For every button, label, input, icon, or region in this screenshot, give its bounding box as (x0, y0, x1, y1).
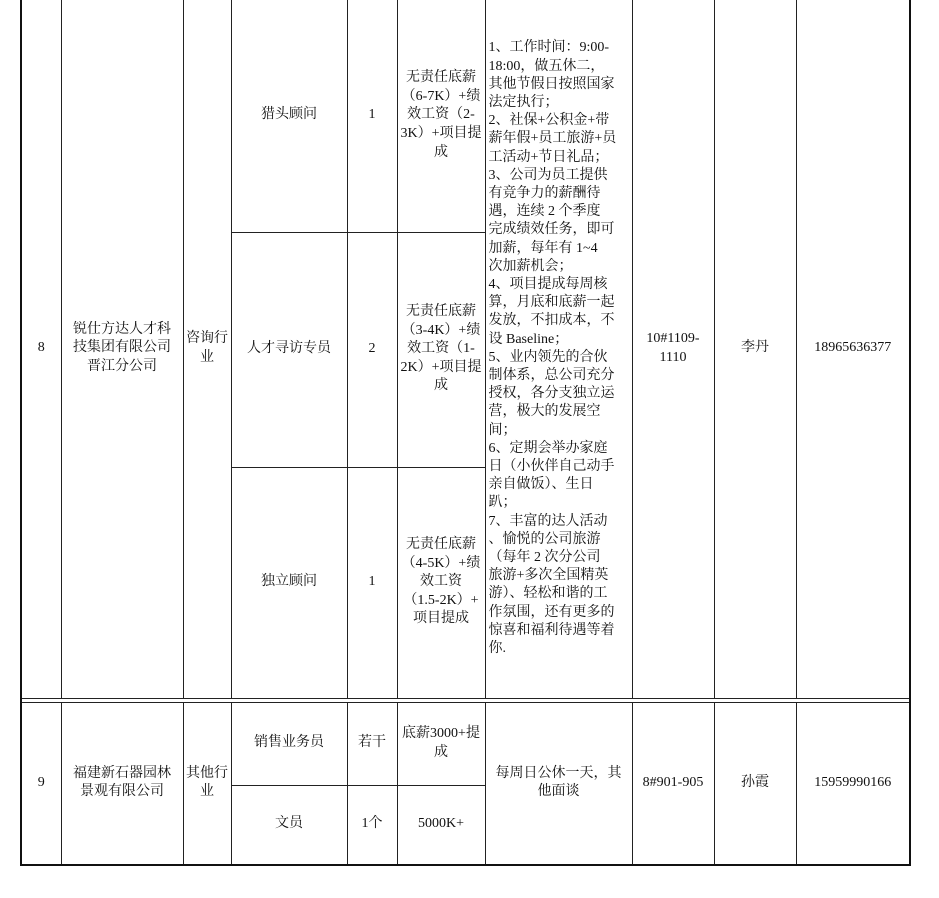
position-title-text: 猎头顾问 (261, 107, 317, 123)
benefit-line: 遇，连续 2 个季度 (488, 204, 601, 220)
job-listing-sheet (20, 0, 911, 866)
company-name-line: 晋江分公司 (87, 359, 157, 375)
row-number-text: 9 (37, 774, 45, 790)
benefit-line: 18:00，做五休二， (488, 58, 605, 74)
industry-line: 其他行 (186, 765, 228, 781)
industry (183, 702, 231, 865)
company-name (61, 702, 183, 865)
salary-line: （6-7K）+绩 (401, 88, 481, 104)
benefit-line: 、愉悦的公司旅游 (488, 531, 601, 547)
headcount (347, 467, 397, 698)
position-title (231, 0, 347, 232)
salary-line: 项目提成 (413, 611, 469, 627)
phone-number (796, 0, 910, 698)
position-title-text: 人才寻访专员 (247, 341, 331, 357)
salary-line: 成 (434, 144, 448, 160)
benefit-line: 作氛围，还有更多的 (488, 604, 615, 620)
salary-line: 无责任底薪 (406, 70, 476, 86)
company-name-line: 技集团有限公司 (73, 340, 171, 356)
row-number-text: 8 (37, 340, 45, 356)
table-row (21, 702, 910, 785)
benefit-line: 每周日公休一天，其 (495, 765, 622, 781)
benefit-line: 营，极大的发展空 (488, 404, 601, 420)
contact-person (714, 702, 796, 865)
position-title (231, 785, 347, 865)
company-name-line: 福建新石器园林 (73, 765, 171, 781)
benefit-line: 亲自做饭）、生日 (488, 477, 594, 493)
booth-line: 1110 (659, 349, 687, 365)
booth-line: 8#901-905 (642, 774, 704, 790)
benefit-line: 授权，各分支独立运 (488, 386, 615, 402)
headcount-text: 1 (368, 574, 376, 590)
phone-number (796, 702, 910, 865)
benefit-line: 你. (488, 641, 506, 656)
salary-line: 效工资 (420, 574, 462, 590)
industry-line: 业 (200, 784, 214, 800)
industry-line: 咨询行 (186, 331, 228, 347)
row-number (21, 702, 61, 865)
salary (397, 785, 485, 865)
benefit-line: （每年 2 次分公司 (488, 549, 601, 565)
benefit-line: 薪年假+员工旅游+员 (488, 131, 617, 147)
benefit-line: 游）、轻松和谐的工 (488, 586, 608, 602)
benefit-line: 其他节假日按照国家 (488, 76, 615, 92)
benefit-line: 有竞争力的薪酬待 (488, 185, 601, 201)
benefit-line: 加薪，每年有 1~4 (488, 240, 598, 256)
booth-line: 10#1109- (646, 331, 700, 347)
salary-line: 效工资（2- (407, 107, 475, 123)
contact-person-text: 李丹 (741, 340, 769, 356)
position-title (231, 232, 347, 467)
benefit-line: 旅游+多次全国精英 (488, 568, 609, 584)
company-name-line: 景观有限公司 (80, 784, 164, 800)
salary-line: 成 (434, 744, 448, 760)
job-table (20, 0, 911, 866)
position-title-text: 独立顾问 (261, 574, 317, 590)
headcount-text: 若干 (358, 735, 386, 751)
position-title-text: 文员 (275, 816, 303, 832)
row-number (21, 0, 61, 698)
benefit-line: 间； (488, 422, 517, 438)
benefit-line: 5、业内领先的合伙 (488, 349, 608, 365)
salary-line: 无责任底薪 (406, 304, 476, 320)
headcount (347, 785, 397, 865)
contact-person (714, 0, 796, 698)
benefit-line: 惊喜和福利待遇等着 (488, 622, 615, 638)
benefit-line: 4、项目提成每周核 (488, 276, 608, 292)
company-name (61, 0, 183, 698)
benefit-line: 法定执行； (488, 94, 559, 110)
benefit-line: 完成绩效任务，即可 (488, 222, 615, 238)
salary (397, 0, 485, 232)
salary-line: 5000K+ (417, 816, 464, 832)
benefit-line: 发放，不扣成本，不 (488, 313, 615, 329)
salary-line: 成 (434, 378, 448, 394)
benefit-line: 他面谈 (537, 784, 580, 800)
phone-number-text: 15959990166 (814, 774, 892, 790)
benefit-line: 趴； (488, 495, 517, 511)
benefit-line: 1、工作时间：9:00- (488, 40, 610, 56)
headcount (347, 232, 397, 467)
company-name-line: 锐仕方达人才科 (73, 321, 171, 337)
benefits (485, 0, 632, 698)
salary-line: 3K）+项目提 (400, 126, 482, 142)
benefit-line: 制体系，总公司充分 (488, 367, 615, 383)
contact-person-text: 孙霞 (741, 774, 769, 790)
headcount (347, 0, 397, 232)
headcount (347, 702, 397, 785)
benefit-line: 算，月底和底薪一起 (488, 295, 615, 311)
position-title (231, 467, 347, 698)
industry-line: 业 (200, 349, 214, 365)
salary-line: 底薪3000+提 (402, 725, 480, 741)
headcount-text: 1 (368, 107, 376, 123)
salary-line: 无责任底薪 (406, 537, 476, 553)
salary (397, 232, 485, 467)
benefit-line: 6、定期会举办家庭 (488, 440, 608, 456)
benefit-line: 3、公司为员工提供 (488, 167, 608, 183)
benefit-line: 日（小伙伴自己动手 (488, 458, 615, 474)
salary (397, 467, 485, 698)
salary-line: （3-4K）+绩 (401, 322, 481, 338)
phone-number-text: 18965636377 (814, 340, 892, 356)
salary-line: 2K）+项目提 (400, 359, 482, 375)
benefit-line: 工活动+节日礼品； (488, 149, 609, 165)
industry (183, 0, 231, 698)
position-title-text: 销售业务员 (254, 735, 324, 751)
salary (397, 702, 485, 785)
table-row (21, 0, 910, 232)
salary-line: （4-5K）+绩 (401, 555, 481, 571)
headcount-text: 2 (368, 341, 376, 357)
booth-number (632, 702, 714, 865)
salary-line: （1.5-2K）+ (403, 592, 479, 608)
position-title (231, 702, 347, 785)
benefits (485, 702, 632, 865)
benefit-line: 次加薪机会； (488, 258, 573, 274)
headcount-text: 1个 (361, 816, 383, 832)
salary-line: 效工资（1- (407, 341, 475, 357)
benefit-line: 7、丰富的达人活动 (488, 513, 608, 529)
benefit-line: 2、社保+公积金+带 (488, 113, 610, 129)
booth-number (632, 0, 714, 698)
benefit-line: 设 Baseline； (488, 331, 569, 347)
